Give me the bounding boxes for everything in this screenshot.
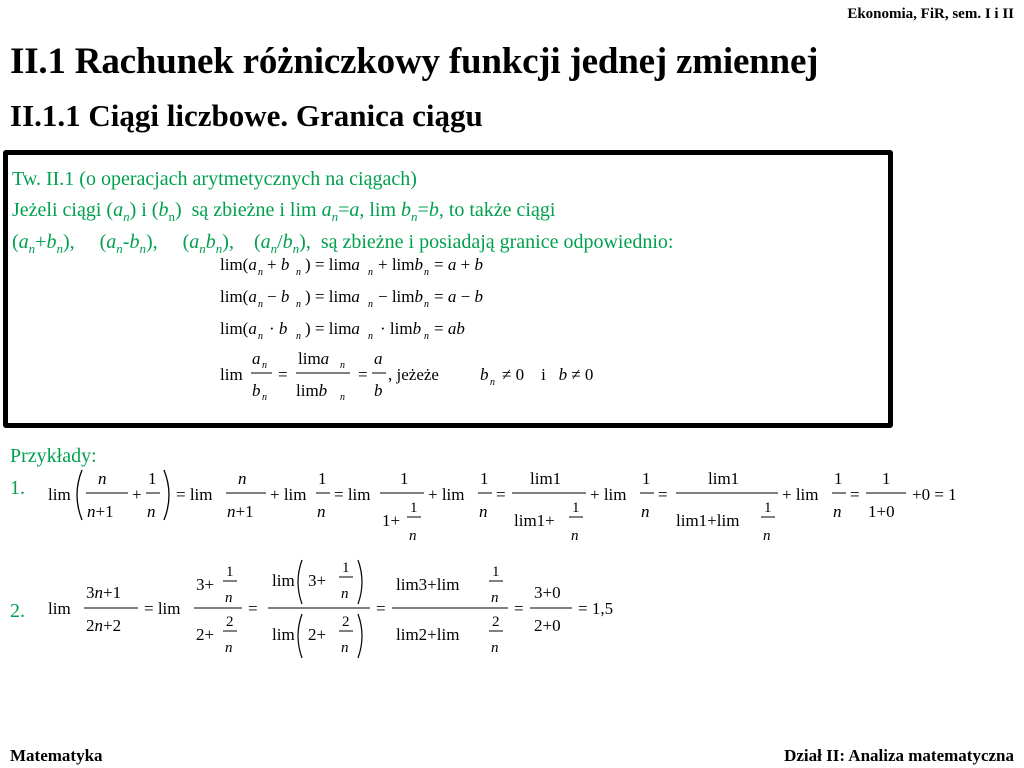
- theorem-line-2: Jeżeli ciągi $(a_n)$ i $(b_n)$ są zbieżne i $\lim a_n=a$, $\lim b_n=b$, to także ciągi: [12, 199, 556, 224]
- svg-text:≠ 0 i b ≠ 0: ≠ 0 i b ≠ 0: [502, 365, 594, 384]
- svg-text:) = lima: ) = lima: [305, 319, 360, 338]
- svg-text:n: n: [258, 331, 263, 342]
- svg-text:n: n: [238, 469, 247, 488]
- example-2-formula: [40, 552, 660, 672]
- svg-text:=: =: [850, 485, 860, 504]
- svg-text:+ lim: + lim: [782, 485, 819, 504]
- svg-text:b: b: [374, 381, 383, 400]
- svg-text:n: n: [479, 502, 488, 521]
- svg-text:+ lim: + lim: [590, 485, 627, 504]
- svg-text:1: 1: [400, 469, 409, 488]
- svg-text:+ lim: + lim: [270, 485, 307, 504]
- svg-text:n: n: [571, 528, 579, 544]
- footer-subject: Matematyka: [10, 746, 103, 765]
- theorem-title: Tw. II.1 (o operacjach arytmetycznych na ciągach): [12, 168, 417, 190]
- example-2-number: 2.: [10, 600, 25, 622]
- svg-text:1: 1: [410, 500, 418, 516]
- svg-text:lim: lim: [220, 365, 243, 384]
- svg-text:n: n: [262, 392, 267, 403]
- svg-text:lim2+lim: lim2+lim: [396, 625, 460, 644]
- svg-text:n: n: [340, 392, 345, 403]
- svg-text:n: n: [317, 502, 326, 521]
- svg-text:n: n: [424, 331, 429, 342]
- svg-text:= a + b: = a + b: [434, 255, 483, 274]
- theorem-formulas: [210, 250, 630, 410]
- svg-text:n: n: [833, 502, 842, 521]
- svg-text:1: 1: [226, 564, 234, 580]
- svg-text:n: n: [490, 377, 495, 388]
- svg-text:1: 1: [492, 564, 500, 580]
- svg-text:n: n: [409, 528, 417, 544]
- examples-label: Przykłady:: [10, 445, 97, 467]
- svg-text:=: =: [248, 599, 258, 618]
- svg-text:n+1: n+1: [87, 502, 114, 521]
- formula-product: [220, 319, 465, 342]
- example-1-number: 1.: [10, 477, 25, 499]
- svg-text:n: n: [491, 590, 499, 606]
- svg-text:3+0: 3+0: [534, 583, 561, 602]
- svg-text:1+0: 1+0: [868, 502, 895, 521]
- svg-text:lim: lim: [48, 485, 71, 504]
- svg-text:n: n: [225, 640, 233, 656]
- svg-text:) = lima: ) = lima: [305, 287, 360, 306]
- svg-text:2+0: 2+0: [534, 616, 561, 635]
- svg-text:1: 1: [764, 500, 772, 516]
- svg-text:= lim: = lim: [144, 599, 181, 618]
- svg-text:=: =: [358, 365, 368, 384]
- svg-text:lim1+lim: lim1+lim: [676, 511, 740, 530]
- svg-text:b: b: [252, 381, 261, 400]
- svg-text:n: n: [296, 299, 301, 310]
- svg-text:n: n: [641, 502, 650, 521]
- svg-text:1: 1: [572, 500, 580, 516]
- svg-text:lim3+lim: lim3+lim: [396, 575, 460, 594]
- svg-text:n: n: [341, 586, 349, 602]
- svg-text:n: n: [258, 299, 263, 310]
- svg-text:n: n: [340, 360, 345, 371]
- svg-text:= lim: = lim: [334, 485, 371, 504]
- svg-text:n: n: [424, 299, 429, 310]
- svg-text:+: +: [132, 485, 142, 504]
- svg-text:· limb: · limb: [380, 319, 422, 338]
- svg-text:b: b: [480, 365, 489, 384]
- svg-text:2: 2: [342, 614, 350, 630]
- svg-text:= ab: = ab: [434, 319, 465, 338]
- svg-text:n: n: [424, 267, 429, 278]
- svg-text:lim: lim: [48, 599, 71, 618]
- svg-text:3+: 3+: [308, 571, 327, 590]
- svg-text:1: 1: [148, 469, 157, 488]
- svg-text:= a − b: = a − b: [434, 287, 483, 306]
- formula-difference: [220, 287, 483, 310]
- svg-text:n: n: [262, 360, 267, 371]
- svg-text:= lim: = lim: [176, 485, 213, 504]
- svg-text:+0 = 1: +0 = 1: [912, 485, 957, 504]
- svg-text:1: 1: [882, 469, 891, 488]
- svg-text:+ lim: + lim: [428, 485, 465, 504]
- svg-text:lim: lim: [272, 571, 295, 590]
- section-title: II.1 Rachunek różniczkowy funkcji jednej zmiennej: [10, 41, 819, 82]
- svg-text:=: =: [658, 485, 668, 504]
- svg-text:2+: 2+: [308, 625, 327, 644]
- svg-text:a: a: [374, 349, 383, 368]
- svg-text:, jeżeże: , jeżeże: [388, 365, 439, 384]
- footer-section: Dział II: Analiza matematyczna: [784, 746, 1014, 765]
- svg-text:3n+1: 3n+1: [86, 583, 122, 602]
- svg-text:a: a: [252, 349, 261, 368]
- svg-text:n: n: [368, 331, 373, 342]
- svg-text:n: n: [368, 267, 373, 278]
- svg-text:n: n: [763, 528, 771, 544]
- svg-text:2: 2: [492, 614, 500, 630]
- svg-text:+ b: + b: [267, 255, 290, 274]
- svg-text:n: n: [258, 267, 263, 278]
- subsection-title: II.1.1 Ciągi liczbowe. Granica ciągu: [10, 98, 483, 133]
- svg-text:− limb: − limb: [378, 287, 424, 306]
- svg-text:1: 1: [834, 469, 843, 488]
- svg-text:2n+2: 2n+2: [86, 616, 122, 635]
- svg-text:· b: · b: [269, 319, 288, 338]
- svg-text:1: 1: [480, 469, 489, 488]
- svg-text:n: n: [296, 267, 301, 278]
- svg-text:n: n: [296, 331, 301, 342]
- svg-text:n+1: n+1: [227, 502, 254, 521]
- svg-text:n: n: [147, 502, 156, 521]
- svg-text:lim: lim: [272, 625, 295, 644]
- formula-quotient: [220, 349, 593, 403]
- svg-text:1: 1: [642, 469, 651, 488]
- svg-text:) = lima: ) = lima: [305, 255, 360, 274]
- svg-text:lim1: lim1: [530, 469, 562, 488]
- svg-text:n: n: [98, 469, 107, 488]
- formula-sum: [220, 255, 483, 278]
- svg-text:1: 1: [342, 560, 350, 576]
- svg-text:n: n: [368, 299, 373, 310]
- svg-text:lim1+: lim1+: [514, 511, 555, 530]
- svg-text:lima: lima: [298, 349, 330, 368]
- svg-text:2: 2: [226, 614, 234, 630]
- svg-text:n: n: [225, 590, 233, 606]
- svg-text:=: =: [278, 365, 288, 384]
- svg-text:n: n: [341, 640, 349, 656]
- course-header: Ekonomia, FiR, sem. I i II: [847, 6, 1014, 22]
- svg-text:lim(a: lim(a: [220, 287, 257, 306]
- svg-text:− b: − b: [267, 287, 290, 306]
- svg-text:= 1,5: = 1,5: [578, 599, 614, 618]
- svg-text:1+: 1+: [382, 511, 401, 530]
- theorem-line-3: $(a_n+b_n)$, $(a_n-b_n)$, $(a_nb_n)$, $(a_n/b_n)$, są zbieżne i posiadają granice odpowiednio:: [12, 231, 674, 256]
- svg-text:=: =: [514, 599, 524, 618]
- svg-text:lim(a: lim(a: [220, 255, 257, 274]
- svg-text:1: 1: [318, 469, 327, 488]
- svg-text:+ limb: + limb: [378, 255, 424, 274]
- svg-text:2+: 2+: [196, 625, 215, 644]
- svg-text:limb: limb: [296, 381, 328, 400]
- svg-text:=: =: [496, 485, 506, 504]
- svg-text:lim1: lim1: [708, 469, 740, 488]
- svg-text:n: n: [491, 640, 499, 656]
- svg-text:3+: 3+: [196, 575, 215, 594]
- svg-text:lim(a: lim(a: [220, 319, 257, 338]
- example-1-formula: [40, 460, 980, 555]
- svg-text:=: =: [376, 599, 386, 618]
